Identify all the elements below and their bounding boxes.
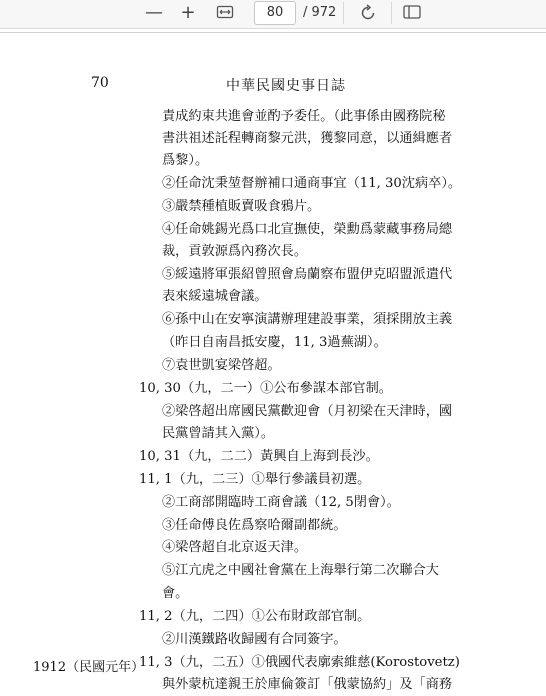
text-line: ⑤綏遠將軍張紹曾照會烏蘭察布盟伊克昭盟派遣代 bbox=[162, 267, 453, 282]
text-line: ②任命沈秉堃督辦補口通商事宜（11, 30沈病卒）。 bbox=[162, 176, 462, 191]
text-line: ③任命傅良佐爲察哈爾副都統。 bbox=[162, 518, 347, 533]
text-line: ②工商部開臨時工商會議（12, 5閉會）。 bbox=[162, 495, 400, 510]
text-line: ②川漢鐵路收歸國有合同簽字。 bbox=[162, 632, 347, 647]
text-line: 10, 30（九，二一）①公布參謀本部官制。 bbox=[139, 381, 392, 396]
text-line: ④任命姚錫光爲口北宣撫使，榮勳爲蒙藏事務局總 bbox=[162, 222, 453, 237]
running-title: 中華民國史事日誌 bbox=[226, 78, 346, 94]
page-edge bbox=[0, 32, 546, 33]
text-line: （昨日自南昌抵安慶，11, 3過蕪湖）。 bbox=[162, 335, 387, 350]
fit-width-button[interactable] bbox=[214, 4, 236, 22]
page-number: 70 bbox=[91, 75, 109, 91]
page-footer: 1912（民國元年） bbox=[33, 660, 145, 675]
text-line: ⑤江亢虎之中國社會黨在上海舉行第二次聯合大 bbox=[162, 563, 439, 578]
text-line: 民黨曾請其入黨）。 bbox=[162, 426, 275, 441]
page-number-input[interactable]: 80 bbox=[254, 1, 296, 25]
text-line: ④梁啓超自北京返天津。 bbox=[162, 540, 308, 555]
two-page-view-icon bbox=[402, 4, 422, 20]
pdf-toolbar bbox=[0, 0, 546, 29]
toolbar-divider bbox=[343, 2, 344, 24]
text-line: 11, 3（九，二五）①俄國代表廓索維慈(Korostovetz) bbox=[139, 655, 460, 670]
text-line: 會。 bbox=[162, 586, 189, 601]
zoom-out-button[interactable]: — bbox=[145, 2, 163, 23]
text-line: 表來綏遠城會議。 bbox=[162, 289, 268, 304]
text-line: ②梁啓超出席國民黨歡迎會（月初梁在天津時，國 bbox=[162, 404, 453, 419]
text-line: 爲黎）。 bbox=[162, 153, 209, 168]
rotate-button[interactable] bbox=[357, 3, 379, 23]
text-line: 責成約束共進會並酌予委任。（此事係由國務院秘 bbox=[162, 109, 446, 124]
page-view-button[interactable] bbox=[402, 4, 422, 22]
rotate-icon bbox=[358, 3, 378, 23]
zoom-in-button[interactable]: + bbox=[180, 2, 196, 23]
text-line: ⑥孫中山在安寧演講辦理建設事業，須採開放主義 bbox=[162, 312, 453, 327]
text-line: 裁，貢敦源爲內務次長。 bbox=[162, 244, 308, 259]
text-line: 11, 2（九，二四）①公布財政部官制。 bbox=[139, 609, 371, 624]
fit-width-icon bbox=[216, 4, 234, 20]
text-line: 書洪祖述託程轉商黎元洪，獲黎同意，以通緝應者 bbox=[162, 131, 453, 146]
text-line: 11, 1（九，二三）①舉行參議員初選。 bbox=[139, 472, 371, 487]
text-line: 10, 31（九，二二）黃興自上海到長沙。 bbox=[139, 449, 379, 464]
toolbar-divider bbox=[391, 2, 392, 24]
text-line: 與外蒙杭達親王於庫倫簽訂「俄蒙協約」及「商務 bbox=[162, 677, 453, 692]
page-count: / 972 bbox=[303, 5, 337, 20]
text-line: ⑦袁世凱宴梁啓超。 bbox=[162, 358, 281, 373]
text-line: ③嚴禁種植販賣吸食鴉片。 bbox=[162, 199, 321, 214]
